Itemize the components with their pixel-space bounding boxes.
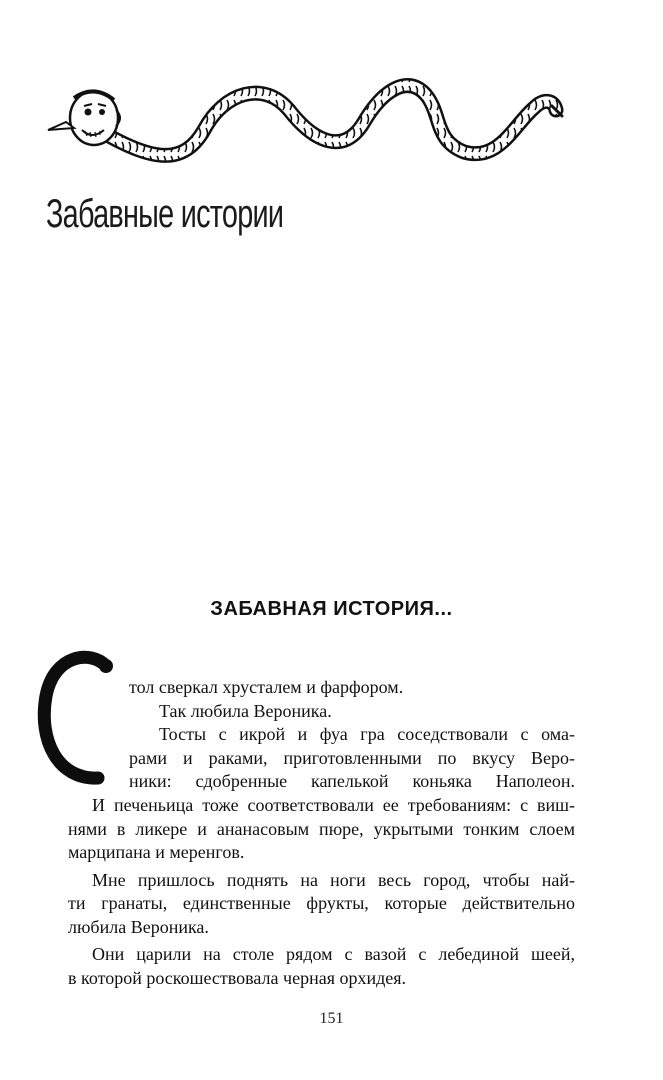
section-title: Забавные истории bbox=[46, 192, 284, 236]
story-opening bbox=[129, 676, 575, 794]
drop-cap-letter: С bbox=[36, 648, 37, 649]
text-line: нями в ликере и ананасовым пюре, укрытыми тонким слоем bbox=[68, 818, 575, 839]
text-line: любила Вероника. bbox=[68, 916, 209, 937]
text-line: Тосты с икрой и фуа гра соседствовали с ома- bbox=[159, 724, 575, 744]
text-line: рами и раками, приготовленными по вкусу Веро- bbox=[129, 747, 575, 768]
text-line: Мне пришлось поднять на ноги весь город, чтобы най- bbox=[92, 869, 575, 890]
text-line: ти гранаты, единственные фрукты, которые действительно bbox=[68, 893, 575, 913]
text-line: в которой роскошествовала черная орхидея. bbox=[68, 967, 407, 988]
text-line: тол сверкал хрусталем и фарфором. bbox=[129, 677, 404, 697]
text-line: марципана и меренгов. bbox=[68, 842, 245, 862]
text-line: И печеньица тоже соответствовали ее требованиям: с виш- bbox=[92, 795, 575, 815]
text-line: Так любила Вероника. bbox=[159, 700, 332, 721]
text-line: ники: сдобренные капелькой коньяка Наполеон. bbox=[129, 771, 575, 791]
text-line: Они царили на столе рядом с вазой с лебединой шеей, bbox=[92, 944, 575, 964]
page-number: 151 bbox=[319, 1010, 344, 1027]
snake-with-human-head-icon bbox=[44, 70, 564, 180]
story-title: ЗАБАВНАЯ ИСТОРИЯ... bbox=[210, 598, 453, 620]
drop-cap bbox=[36, 648, 116, 786]
story-body bbox=[68, 794, 575, 990]
